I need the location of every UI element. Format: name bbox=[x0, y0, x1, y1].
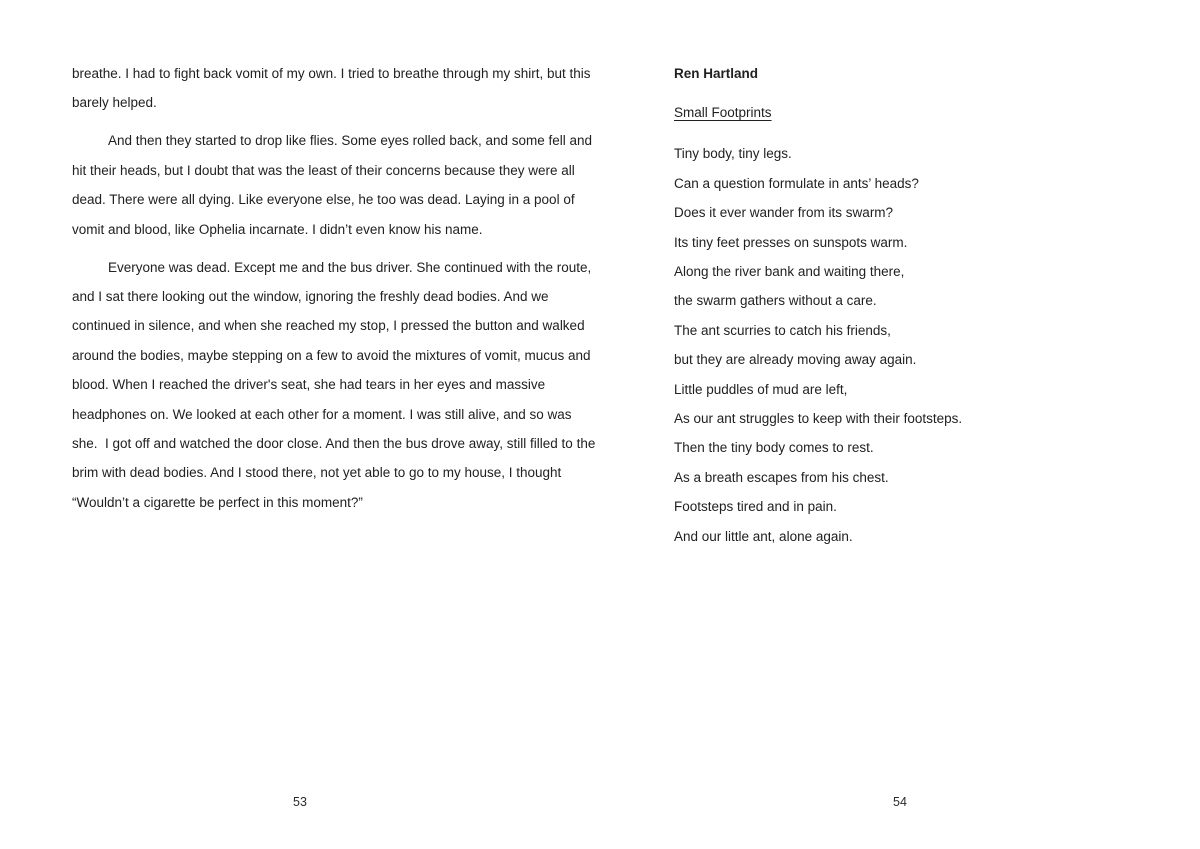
poem-line: Little puddles of mud are left, bbox=[674, 381, 848, 397]
poem-lines bbox=[674, 139, 1154, 551]
poem-line: As a breath escapes from his chest. bbox=[674, 469, 889, 485]
poem-line: The ant scurries to catch his friends, bbox=[674, 322, 891, 338]
prose-text bbox=[72, 59, 596, 517]
poem-line: As our ant struggles to keep with their footsteps. bbox=[674, 410, 963, 426]
text-line: and I sat there looking out the window, ignoring the freshly dead bodies. And we bbox=[72, 289, 549, 305]
poem-line: Can a question formulate in ants’ heads? bbox=[674, 175, 919, 191]
poem-line: Does it ever wander from its swarm? bbox=[674, 205, 894, 221]
paragraph bbox=[72, 253, 596, 518]
text-line: around the bodies, maybe stepping on a few to avoid the mixtures of vomit, mucus and bbox=[72, 347, 591, 363]
text-line: she. I got off and watched the door close. And then the bus drove away, still filled to the bbox=[72, 436, 596, 452]
page-right bbox=[600, 0, 1200, 849]
poem-line: Along the river bank and waiting there, bbox=[674, 263, 905, 279]
page-number-left: 53 bbox=[293, 795, 307, 809]
poem-title: Small Footprints bbox=[674, 104, 772, 120]
page-number-right: 54 bbox=[893, 795, 907, 809]
poem-line: the swarm gathers without a care. bbox=[674, 293, 877, 309]
text-line: dead. There were all dying. Like everyone else, he too was dead. Laying in a pool of bbox=[72, 192, 575, 208]
poem-line: but they are already moving away again. bbox=[674, 352, 917, 368]
text-line: headphones on. We looked at each other for a moment. I was still alive, and so was bbox=[72, 406, 572, 422]
text-line: Everyone was dead. Except me and the bus driver. She continued with the route, bbox=[108, 259, 592, 275]
paragraph bbox=[72, 59, 591, 118]
poem-line: Then the tiny body comes to rest. bbox=[674, 440, 874, 456]
text-line: brim with dead bodies. And I stood there, not yet able to go to my house, I thought bbox=[72, 465, 562, 481]
text-line: hit their heads, but I doubt that was the least of their concerns because they were all bbox=[72, 162, 575, 178]
poem-line: Its tiny feet presses on sunspots warm. bbox=[674, 234, 908, 250]
text-line: blood. When I reached the driver's seat, she had tears in her eyes and massive bbox=[72, 377, 546, 393]
text-line: vomit and blood, like Ophelia incarnate. I didn’t even know his name. bbox=[72, 221, 483, 237]
text-line: “Wouldn’t a cigarette be perfect in this moment?” bbox=[72, 494, 363, 510]
poem-block bbox=[674, 59, 1154, 551]
text-line: breathe. I had to fight back vomit of my own. I tried to breathe through my shirt, but this bbox=[72, 66, 591, 81]
paragraph bbox=[72, 126, 593, 244]
poem-line: Footsteps tired and in pain. bbox=[674, 499, 837, 515]
poem-author: Ren Hartland bbox=[674, 66, 759, 81]
poem-line: Tiny body, tiny legs. bbox=[674, 146, 792, 162]
poem-title-row bbox=[674, 98, 1154, 133]
poem-line: And our little ant, alone again. bbox=[674, 528, 853, 544]
text-line: And then they started to drop like flies. Some eyes rolled back, and some fell and bbox=[108, 133, 593, 149]
text-line: barely helped. bbox=[72, 95, 157, 111]
text-line: continued in silence, and when she reached my stop, I pressed the button and walked bbox=[72, 318, 585, 334]
